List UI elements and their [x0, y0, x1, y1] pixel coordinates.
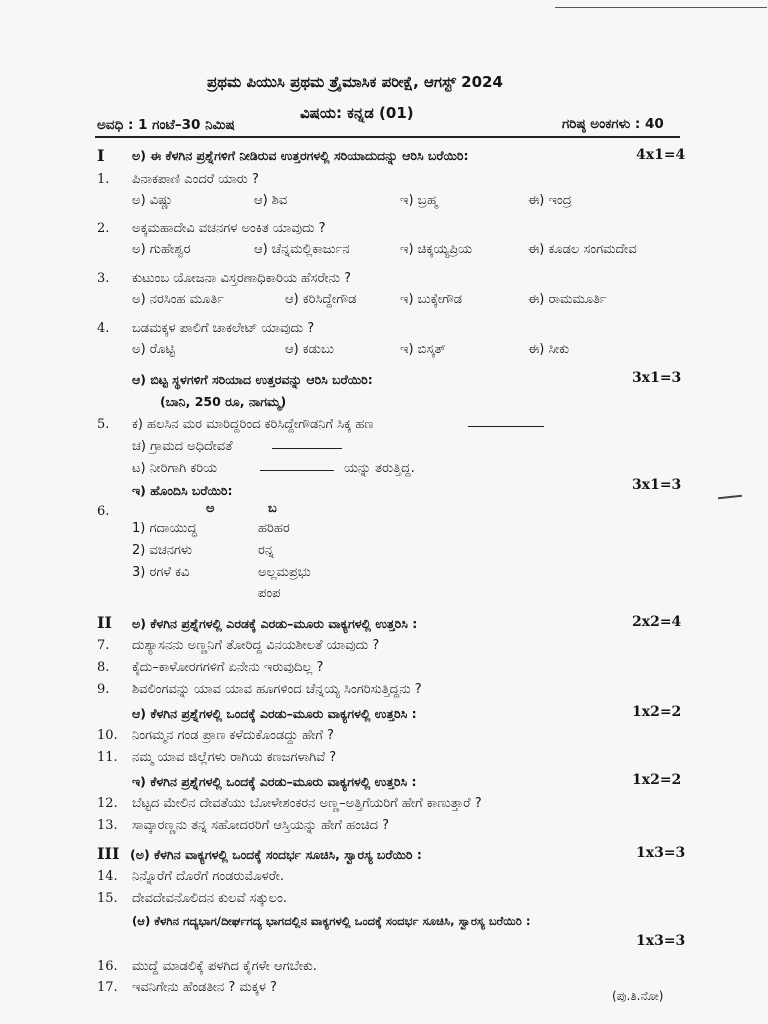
section-III-a-instruction: (ಅ) ಕೆಳಗಿನ ವಾಕ್ಯಗಳಲ್ಲಿ ಒಂದಕ್ಕೆ ಸಂದರ್ಭ ಸೂಚಿಸಿ, ಸ್ವಾರಸ್ಯ ಬರೆಯಿರಿ : — [130, 847, 422, 862]
option-c: ಇ) ಬುಕ್ಕೇಗೌಡ — [400, 292, 463, 307]
question-number: 10. — [97, 728, 118, 743]
match-right-item: ಪಂಪ — [258, 586, 281, 601]
question-number: 12. — [97, 796, 118, 811]
paper-edge-line — [555, 7, 767, 8]
question-text: ಕುಟುಂಬ ಯೋಜನಾ ವಿಸ್ತರಣಾಧಿಕಾರಿಯ ಹೆಸರೇನು ? — [132, 271, 351, 286]
question-number: 7. — [97, 638, 110, 653]
section-numeral-II: II — [97, 613, 112, 632]
match-right-item: ಅಲ್ಲಮಪ್ರಭು — [258, 565, 311, 580]
max-marks: ಗರಿಷ್ಠ ಅಂಕಗಳು : 40 — [562, 116, 664, 132]
section-II-a-instruction: ಅ) ಕೆಳಗಿನ ಪ್ರಶ್ನೆಗಳಲ್ಲಿ ಎರಡಕ್ಕೆ ಎರಡು–ಮೂರು ವಾಕ್ಯಗಳಲ್ಲಿ ಉತ್ತರಿಸಿ : — [132, 616, 418, 631]
match-column-b-head: ಬ — [268, 501, 277, 516]
option-b: ಆ) ಕರಿಸಿದ್ದೇಗೌಡ — [285, 292, 357, 307]
question-text: ನಮ್ಮ ಯಾವ ಜಿಲ್ಲೆಗಳು ರಾಗಿಯ ಕಣಜಗಳಾಗಿವೆ ? — [132, 750, 337, 765]
section-I-a-marks: 4x1=4 — [636, 147, 686, 163]
fill-options: (ಬಾನಿ, 250 ರೂ, ನಾಗಮ್ಮ) — [160, 394, 287, 409]
section-III-a-marks: 1x3=3 — [636, 845, 686, 861]
question-number: 2. — [97, 221, 110, 236]
section-III-b-marks: 1x3=3 — [636, 933, 686, 949]
section-II-c-instruction: ಇ) ಕೆಳಗಿನ ಪ್ರಶ್ನೆಗಳಲ್ಲಿ ಒಂದಕ್ಕೆ ಎರಡು–ಮೂರು ವಾಕ್ಯಗಳಲ್ಲಿ ಉತ್ತರಿಸಿ : — [132, 774, 417, 789]
question-text: ಇವನಿಗೇನು ಹೆಂಡತೀನ ? ಮಕ್ಕಳ ? — [132, 980, 277, 995]
question-text: ಬಡಮಕ್ಕಳ ಪಾಲಿಗೆ ಚಾಕಲೇಟ್ ಯಾವುದು ? — [132, 321, 315, 336]
question-text: ಸಾವ್ಕಾರಣ್ಣನು ತನ್ನ ಸಹೋದರರಿಗೆ ಆಸ್ತಿಯನ್ನು ಹೇಗೆ ಹಂಚಿದ ? — [132, 818, 390, 833]
question-text: ನಿನ್ನೊರೆಗೆ ದೊರೆಗೆ ಗಂಡರುಮೊಳರೇ. — [132, 869, 284, 884]
option-a: ಅ) ರೊಟ್ಟಿ — [132, 342, 175, 357]
duration: ಅವಧಿ : 1 ಗಂಟೆ–30 ನಿಮಿಷ — [97, 117, 235, 133]
section-II-a-marks: 2x2=4 — [632, 614, 682, 630]
match-column-a-head: ಅ — [206, 501, 215, 516]
question-number: 1. — [97, 172, 110, 187]
option-a: ಅ) ಗುಹೇಶ್ವರ — [132, 242, 191, 257]
option-c: ಇ) ಬ್ರಹ್ಮ — [400, 193, 438, 208]
fill-item: ಕ) ಹಲಸಿನ ಮರ ಮಾರಿದ್ದರಿಂದ ಕರಿಸಿದ್ದೇಗೌಡನಿಗೆ ಸಿಕ್ಕ ಹಣ — [132, 417, 374, 432]
question-text: ನಿಂಗಮ್ಮನ ಗಂಡ ಪ್ರಾಣ ಕಳೆದುಕೊಂಡದ್ದು ಹೇಗೆ ? — [132, 728, 334, 743]
option-c: ಇ) ಚಿಕ್ಕಯ್ಯಪ್ರಿಯ — [400, 242, 473, 257]
option-d: ಈ) ಸೀಕು — [528, 342, 570, 357]
pen-mark — [718, 495, 742, 499]
question-text: ಅಕ್ಕಮಹಾದೇವಿ ವಚನಗಳ ಅಂಕಿತ ಯಾವುದು ? — [132, 221, 326, 236]
question-number: 14. — [97, 869, 118, 884]
match-left-item: 1) ಗದಾಯುದ್ಧ — [132, 521, 198, 536]
option-d: ಈ) ಕೂಡಲ ಸಂಗಮದೇವ — [528, 242, 637, 257]
question-number: 3. — [97, 271, 110, 286]
subject: ವಿಷಯ: ಕನ್ನಡ (01) — [300, 104, 414, 122]
section-I-b-marks: 3x1=3 — [632, 370, 682, 386]
fill-item-suffix: ಯನ್ನು ತರುತ್ತಿದ್ದ. — [344, 461, 415, 476]
section-I-c-instruction: ಇ) ಹೊಂದಿಸಿ ಬರೆಯಿರಿ: — [132, 483, 233, 498]
question-number: 9. — [97, 682, 110, 697]
question-text: ಬೆಟ್ಟದ ಮೇಲಿನ ದೇವತೆಯು ಬೋಳೇಶಂಕರನ ಅಣ್ಣ–ಅತ್ತಿಗೆಯರಿಗೆ ಹೇಗೆ ಕಾಣುತ್ತಾರೆ ? — [132, 796, 482, 811]
option-b: ಆ) ಶಿವ — [254, 193, 288, 208]
section-numeral-III: III — [97, 844, 120, 863]
fill-item: ಟ) ನೀರಿಗಾಗಿ ಕರಿಯ — [132, 461, 218, 476]
section-I-a-instruction: ಅ) ಈ ಕೆಳಗಿನ ಪ್ರಶ್ನೆಗಳಿಗೆ ನೀಡಿರುವ ಉತ್ತರಗಳಲ್ಲಿ ಸರಿಯಾದುದನ್ನು ಆರಿಸಿ ಬರೆಯಿರಿ: — [132, 148, 469, 163]
option-a: ಅ) ವಿಷ್ಣು — [132, 193, 173, 208]
section-I-c-marks: 3x1=3 — [632, 477, 682, 493]
fill-item: ಚ) ಗ್ರಾಮದ ಅಧಿದೇವತೆ — [132, 439, 233, 454]
option-a: ಅ) ನರಸಿಂಹ ಮೂರ್ತಿ — [132, 292, 224, 307]
section-I-b-instruction: ಆ) ಬಿಟ್ಟ ಸ್ಥಳಗಳಿಗೆ ಸರಿಯಾದ ಉತ್ತರವನ್ನು ಆರಿಸಿ ಬರೆಯಿರಿ: — [132, 372, 373, 387]
section-II-c-marks: 1x2=2 — [632, 772, 682, 788]
question-number: 13. — [97, 818, 118, 833]
option-b: ಆ) ಕಡುಬು — [285, 342, 334, 357]
fill-blank — [468, 426, 544, 427]
section-numeral-I: I — [97, 146, 105, 165]
question-number: 4. — [97, 321, 110, 336]
page-turn-note: (ಪು.ತಿ.ನೋ) — [612, 989, 664, 1003]
question-number: 16. — [97, 959, 118, 974]
question-text: ಪಿನಾಕಪಾಣಿ ಎಂದರೆ ಯಾರು ? — [132, 172, 259, 187]
match-right-item: ಹರಿಹರ — [258, 521, 290, 536]
option-b: ಆ) ಚೆನ್ನಮಲ್ಲಿಕಾರ್ಜುನ — [254, 242, 350, 257]
fill-blank — [260, 470, 334, 471]
question-number: 17. — [97, 980, 118, 995]
question-text: ಕೈದು–ಕಾಳೋರಗಗಳಿಗೆ ಏನೇನು ಇರುವುದಿಲ್ಲ ? — [132, 660, 324, 675]
section-III-b-instruction: (ಆ) ಕೆಳಗಿನ ಗದ್ಯಭಾಗ/ದೀರ್ಘಗದ್ಯ ಭಾಗದಲ್ಲಿನ ವಾಕ್ಯಗಳಲ್ಲಿ ಒಂದಕ್ಕೆ ಸಂದರ್ಭ ಸೂಚಿಸಿ, ಸ್ವಾರಸ್ಯ ಬರೆಯಿರಿ : — [132, 914, 531, 928]
option-d: ಈ) ರಾಮಮೂರ್ತಿ — [528, 292, 607, 307]
section-II-b-instruction: ಆ) ಕೆಳಗಿನ ಪ್ರಶ್ನೆಗಳಲ್ಲಿ ಒಂದಕ್ಕೆ ಎರಡು–ಮೂರು ವಾಕ್ಯಗಳಲ್ಲಿ ಉತ್ತರಿಸಿ : — [132, 706, 417, 721]
question-number: 5. — [97, 417, 110, 432]
match-left-item: 3) ರಗಳೆ ಕವಿ — [132, 565, 190, 580]
exam-title: ಪ್ರಥಮ ಪಿಯುಸಿ ಪ್ರಥಮ ತ್ರೈಮಾಸಿಕ ಪರೀಕ್ಷೆ, ಆಗಸ್ಟ್ 2024 — [207, 73, 503, 91]
fill-blank — [272, 448, 342, 449]
option-c: ಇ) ಬಿಸ್ಕತ್ — [400, 342, 446, 357]
question-number: 11. — [97, 750, 118, 765]
question-number: 8. — [97, 660, 110, 675]
question-number: 6. — [97, 504, 110, 519]
question-text: ದುಶ್ಯಾಸನನು ಅಣ್ಣನಿಗೆ ತೋರಿದ್ದ ವಿನಯಶೀಲತೆ ಯಾವುದು ? — [132, 638, 380, 653]
question-number: 15. — [97, 891, 118, 906]
match-right-item: ರನ್ನ — [258, 543, 274, 558]
option-d: ಈ) ಇಂದ್ರ — [528, 193, 572, 208]
header-divider — [95, 136, 680, 138]
match-left-item: 2) ವಚನಗಳು — [132, 543, 193, 558]
question-text: ಮುದ್ದೆ ಮಾಡಲಿಕ್ಕೆ ಪಳಗಿದ ಕೈಗಳೇ ಆಗಬೇಕು. — [132, 959, 317, 974]
question-text: ದೇವದೇವನೊಲಿದನ ಕುಲವೆ ಸತ್ಕುಲಂ. — [132, 891, 287, 906]
question-text: ಶಿವಲಿಂಗವನ್ನು ಯಾವ ಯಾವ ಹೂಗಳಿಂದ ಚೆನ್ನಯ್ಯ ಸಿಂಗರಿಸುತ್ತಿದ್ದನು ? — [132, 682, 422, 697]
section-II-b-marks: 1x2=2 — [632, 704, 682, 720]
